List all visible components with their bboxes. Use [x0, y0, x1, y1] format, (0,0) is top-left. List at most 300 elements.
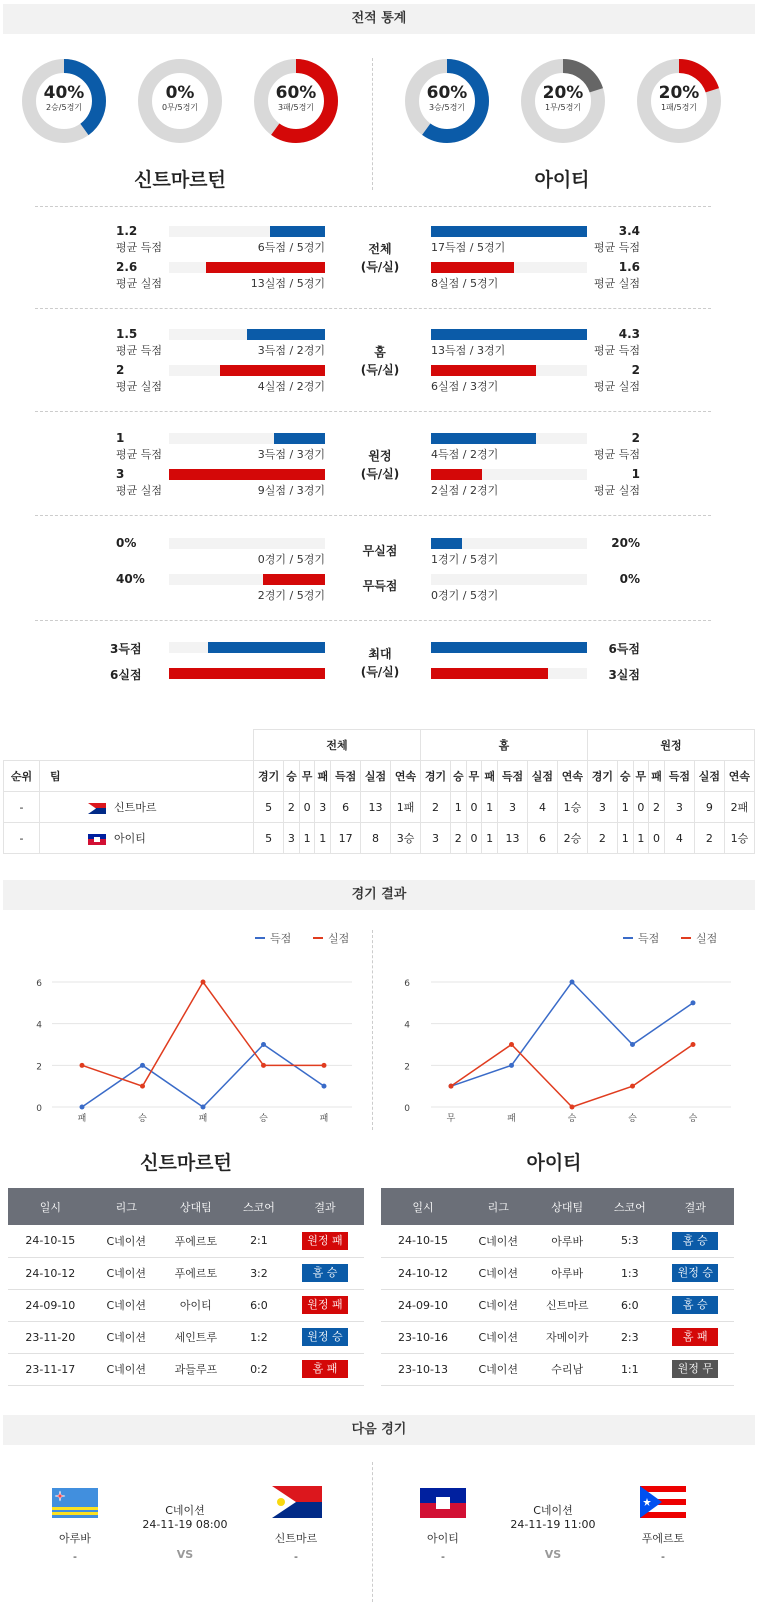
stat-group-label: (득/실): [360, 363, 400, 377]
result-league: C네이션: [465, 1321, 532, 1353]
vs-label: VS: [544, 1548, 562, 1561]
stat-detail: 6득점 / 5경기: [257, 241, 325, 254]
result-score: 1:2: [232, 1321, 286, 1353]
series-line: [82, 982, 324, 1086]
col-header: 실점: [527, 761, 557, 792]
donut-sub: 3패/5경기: [277, 103, 315, 112]
data-point: [630, 1042, 635, 1047]
result-cell: [286, 1321, 364, 1353]
result-league: C네이션: [465, 1257, 532, 1289]
legend-label: 득점: [638, 932, 660, 945]
donut-percent: 60%: [426, 83, 468, 103]
result-score: 0:2: [232, 1353, 286, 1385]
stat-cell: 6: [331, 792, 361, 823]
stat-cell: 0: [633, 792, 649, 823]
result-badge: 원정 승: [302, 1328, 348, 1346]
result-date: 23-11-17: [8, 1353, 93, 1385]
result-badge: 홈 승: [672, 1232, 718, 1250]
stat-bar: [206, 262, 325, 273]
donut-sub: 1무/5경기: [544, 103, 582, 112]
stat-label: 평균 실점: [593, 380, 640, 393]
y-tick-label: 2: [36, 1062, 42, 1073]
data-point: [449, 1084, 454, 1089]
stat-cell: 2: [421, 792, 451, 823]
result-date: 24-09-10: [381, 1289, 465, 1321]
donut-percent: 60%: [275, 83, 317, 103]
stat-value: 6실점: [110, 668, 142, 682]
stat-value: 2.6: [116, 260, 138, 274]
stat-bar: [247, 329, 325, 340]
stat-bar: [431, 433, 536, 444]
stat-bar-track: [169, 365, 325, 376]
stat-cell: 0: [299, 792, 315, 823]
divider: [372, 930, 373, 1130]
results-header-row: [8, 1188, 364, 1225]
stat-cell: 2: [284, 792, 300, 823]
stat-bar: [431, 365, 536, 376]
result-league: C네이션: [465, 1353, 532, 1385]
table-row: [4, 823, 755, 854]
section-title-next-match: 다음 경기: [3, 1415, 755, 1445]
result-score: 1:3: [603, 1257, 657, 1289]
rank: -: [4, 823, 40, 854]
stat-bar: [263, 574, 325, 585]
next-league: C네이션: [533, 1504, 573, 1517]
result-score: 6:0: [232, 1289, 286, 1321]
stat-bar: [431, 538, 462, 549]
result-opp: 수리남: [532, 1353, 603, 1385]
stat-cell: 3: [497, 792, 527, 823]
team-cell: [40, 792, 254, 823]
stat-cell: 1: [482, 823, 498, 854]
table-row: [4, 792, 755, 823]
stat-cell: 1: [299, 823, 315, 854]
sint-maarten-flag-icon: [272, 1486, 322, 1518]
team-name: 아이티: [114, 832, 146, 845]
table-row: [8, 1353, 364, 1385]
stat-bar: [431, 262, 514, 273]
result-badge: 홈 패: [672, 1328, 718, 1346]
legend-label: 실점: [328, 932, 350, 945]
stat-detail: 2실점 / 2경기: [431, 484, 499, 497]
stat-detail: 17득점 / 5경기: [431, 241, 506, 254]
result-date: 24-09-10: [8, 1289, 93, 1321]
col-header: 무: [633, 761, 649, 792]
stat-detail: 8실점 / 5경기: [431, 277, 499, 290]
stat-cell: 3: [664, 792, 694, 823]
stat-label: 평균 실점: [116, 484, 163, 497]
standings-table: [3, 729, 755, 854]
stat-bar: [431, 668, 548, 679]
stat-group-label: 전체: [368, 242, 392, 256]
col-header: 패: [482, 761, 498, 792]
team-name-home: 신트마르턴: [134, 169, 226, 191]
stat-group-label: 무실점: [362, 544, 398, 558]
next-away-team: 신트마르: [274, 1532, 318, 1545]
stat-value: 2: [631, 431, 640, 445]
donut-sub: 3승/5경기: [428, 103, 466, 112]
chart-away-goals: [379, 920, 754, 1124]
col-header: 일시: [381, 1188, 465, 1225]
stat-cell: 4: [664, 823, 694, 854]
stat-cell: 2승: [557, 823, 587, 854]
stat-cell: 1: [450, 792, 466, 823]
stat-detail: 13득점 / 3경기: [431, 344, 506, 357]
stat-bar-track: [431, 226, 587, 237]
donut-home-loss: [254, 59, 338, 143]
stat-value: 2: [631, 363, 640, 377]
result-cell: [657, 1353, 734, 1385]
col-header: 득점: [331, 761, 361, 792]
result-score: 1:1: [603, 1353, 657, 1385]
stat-cell: 3: [421, 823, 451, 854]
stat-cell: 5: [254, 792, 284, 823]
col-header: 승: [617, 761, 633, 792]
sint-maarten-flag-icon: [88, 803, 106, 814]
result-opp: 아이티: [160, 1289, 232, 1321]
stat-label: 평균 실점: [593, 484, 640, 497]
stat-bar-track: [169, 226, 325, 237]
result-badge: 홈 패: [302, 1360, 348, 1378]
team-name: 신트마르: [114, 801, 157, 814]
stat-value: 1.2: [116, 224, 138, 238]
stat-cell: 2: [587, 823, 617, 854]
result-cell: [286, 1225, 364, 1257]
col-header: 리그: [465, 1188, 532, 1225]
donut-sub: 2승/5경기: [45, 103, 83, 112]
data-point: [140, 1063, 145, 1068]
stat-cell: 2: [649, 792, 665, 823]
col-team: 팀: [40, 761, 254, 792]
divider: [35, 308, 711, 309]
stat-cell: 3: [315, 792, 331, 823]
data-point: [570, 980, 575, 985]
result-badge: 원정 패: [302, 1296, 348, 1314]
stat-value: 0%: [619, 572, 640, 586]
stat-value: 1.6: [618, 260, 640, 274]
result-date: 24-10-15: [8, 1225, 93, 1257]
next-away-sub: -: [661, 1550, 665, 1563]
col-header: 경기: [421, 761, 451, 792]
next-home-sub: -: [441, 1550, 445, 1563]
stat-cell: 17: [331, 823, 361, 854]
stat-cell: 1: [617, 823, 633, 854]
chart-title-home: 신트마르턴: [140, 1152, 232, 1174]
result-badge: 원정 패: [302, 1232, 348, 1250]
col-header: 승: [284, 761, 300, 792]
stat-detail: 0경기 / 5경기: [257, 553, 325, 566]
stat-cell: 1: [617, 792, 633, 823]
col-header: 승: [450, 761, 466, 792]
y-tick-label: 2: [404, 1062, 410, 1073]
x-tick-label: 승: [138, 1114, 147, 1124]
next-home-team: 아이티: [427, 1532, 459, 1545]
stat-label: 평균 득점: [116, 241, 163, 254]
stat-bar: [169, 668, 325, 679]
stat-detail: 1경기 / 5경기: [431, 553, 499, 566]
donut-home-win: [22, 59, 106, 143]
data-point: [570, 1105, 575, 1110]
rank: -: [4, 792, 40, 823]
stat-bar-track: [431, 574, 587, 585]
team-cell: [40, 823, 254, 854]
stat-cell: 1: [633, 823, 649, 854]
stat-label: 평균 득점: [116, 448, 163, 461]
stat-bar: [431, 642, 587, 653]
series-line: [82, 1045, 324, 1108]
results-table-away: [381, 1188, 734, 1386]
stat-group-label: (득/실): [360, 260, 400, 274]
result-league: C네이션: [93, 1225, 160, 1257]
group-away: 원정: [587, 730, 754, 761]
table-row: [381, 1225, 734, 1257]
data-point: [322, 1084, 327, 1089]
result-score: 5:3: [603, 1225, 657, 1257]
stat-detail: 4실점 / 2경기: [257, 380, 325, 393]
col-header: 실점: [361, 761, 391, 792]
stat-group-label: (득/실): [360, 665, 400, 679]
data-point: [509, 1063, 514, 1068]
stat-cell: 8: [361, 823, 391, 854]
col-rank: 순위: [4, 761, 40, 792]
stat-group-label: 홈: [374, 345, 386, 359]
result-opp: 자메이카: [532, 1321, 603, 1353]
data-point: [80, 1063, 85, 1068]
data-point: [261, 1063, 266, 1068]
stat-cell: 3: [284, 823, 300, 854]
data-point: [509, 1042, 514, 1047]
stat-detail: 4득점 / 2경기: [431, 448, 499, 461]
stat-bar-track: [169, 574, 325, 585]
result-league: C네이션: [93, 1353, 160, 1385]
stat-bar: [431, 226, 587, 237]
haiti-flag-icon: [88, 834, 106, 845]
legend-label: 실점: [696, 932, 718, 945]
stat-bar: [270, 226, 325, 237]
stat-cell: 1승: [557, 792, 587, 823]
col-header: 경기: [587, 761, 617, 792]
stat-detail: 2경기 / 5경기: [257, 589, 325, 602]
table-row: [381, 1321, 734, 1353]
data-point: [691, 1000, 696, 1005]
result-score: 2:3: [603, 1321, 657, 1353]
stat-label: 평균 실점: [116, 380, 163, 393]
stat-cell: 0: [649, 823, 665, 854]
next-league: C네이션: [165, 1504, 205, 1517]
x-tick-label: 무: [446, 1114, 456, 1124]
stat-bar-track: [169, 668, 325, 679]
col-header: 스코어: [603, 1188, 657, 1225]
haiti-flag-icon: [420, 1488, 466, 1518]
result-score: 2:1: [232, 1225, 286, 1257]
result-opp: 과들루프: [160, 1353, 232, 1385]
stat-bar-track: [169, 329, 325, 340]
stat-label: 평균 득점: [116, 344, 163, 357]
donut-sub: 1패/5경기: [660, 103, 698, 112]
group-all: 전체: [254, 730, 421, 761]
table-row: [8, 1321, 364, 1353]
team-name-away: 아이티: [534, 169, 590, 191]
group-home: 홈: [421, 730, 588, 761]
stat-group-label: 최대: [368, 647, 392, 661]
stat-detail: 0경기 / 5경기: [431, 589, 499, 602]
stat-bar-track: [169, 469, 325, 480]
section-title-match-results: 경기 결과: [3, 880, 755, 910]
stat-label: 평균 득점: [593, 241, 640, 254]
donut-home-draw: [138, 59, 222, 143]
donut-percent: 20%: [658, 83, 700, 103]
puerto-rico-flag-icon: [640, 1486, 686, 1518]
result-opp: 아루바: [532, 1225, 603, 1257]
stat-cell: 0: [466, 792, 482, 823]
divider: [35, 411, 711, 412]
stat-cell: 9: [694, 792, 724, 823]
donut-sub: 0무/5경기: [161, 103, 199, 112]
stat-bar: [274, 433, 325, 444]
result-cell: [657, 1257, 734, 1289]
stat-cell: 4: [527, 792, 557, 823]
x-tick-label: 패: [319, 1114, 329, 1124]
stat-cell: 5: [254, 823, 284, 854]
stat-value: 3: [116, 467, 125, 481]
table-row: [8, 1257, 364, 1289]
result-badge: 홈 승: [672, 1296, 718, 1314]
next-away-sub: -: [294, 1550, 298, 1563]
col-header: 무: [466, 761, 482, 792]
result-badge: 홈 승: [302, 1264, 348, 1282]
stat-bar: [208, 642, 325, 653]
stat-bar-track: [431, 469, 587, 480]
stat-bar: [431, 329, 587, 340]
stat-cell: 3: [587, 792, 617, 823]
result-score: 6:0: [603, 1289, 657, 1321]
stat-value: 40%: [116, 572, 145, 586]
result-date: 24-10-15: [381, 1225, 465, 1257]
result-cell: [286, 1257, 364, 1289]
col-header: 일시: [8, 1188, 93, 1225]
data-point: [261, 1042, 266, 1047]
stat-value: 1: [631, 467, 640, 481]
stat-group-label: (득/실): [360, 467, 400, 481]
stat-value: 3.4: [618, 224, 640, 238]
result-league: C네이션: [93, 1321, 160, 1353]
y-tick-label: 6: [404, 979, 410, 989]
stat-detail: 13실점 / 5경기: [250, 277, 325, 290]
stat-cell: 2: [694, 823, 724, 854]
col-header: 연속: [391, 761, 421, 792]
stat-cell: 2: [450, 823, 466, 854]
table-row: [381, 1353, 734, 1385]
stat-value: 4.3: [618, 327, 640, 341]
result-opp: 세인트루: [160, 1321, 232, 1353]
stat-value: 0%: [116, 536, 137, 550]
stat-group-label: 무득점: [362, 579, 398, 593]
result-cell: [657, 1225, 734, 1257]
legend-label: 득점: [270, 932, 292, 945]
results-header-row: [381, 1188, 734, 1225]
donut-away-loss: [637, 59, 721, 143]
next-home-team: 아루바: [59, 1532, 91, 1545]
result-league: C네이션: [465, 1225, 532, 1257]
data-point: [691, 1042, 696, 1047]
col-header: 실점: [694, 761, 724, 792]
col-header: 득점: [664, 761, 694, 792]
stat-cell: 1승: [724, 823, 754, 854]
result-badge: 원정 무: [672, 1360, 718, 1378]
result-badge: 원정 승: [672, 1264, 718, 1282]
divider: [35, 206, 711, 207]
col-header: 리그: [93, 1188, 160, 1225]
x-tick-label: 패: [198, 1114, 208, 1124]
donut-percent: 20%: [542, 83, 584, 103]
data-point: [201, 980, 206, 985]
result-opp: 아루바: [532, 1257, 603, 1289]
y-tick-label: 6: [36, 979, 42, 989]
stat-detail: 3득점 / 2경기: [257, 344, 325, 357]
x-tick-label: 패: [77, 1114, 87, 1124]
stat-bar-track: [169, 433, 325, 444]
table-row: [381, 1257, 734, 1289]
result-league: C네이션: [93, 1257, 160, 1289]
stat-detail: 3득점 / 3경기: [257, 448, 325, 461]
col-header: 결과: [286, 1188, 364, 1225]
result-date: 24-10-12: [381, 1257, 465, 1289]
result-date: 23-11-20: [8, 1321, 93, 1353]
next-home-sub: -: [73, 1550, 77, 1563]
col-header: 상대팀: [532, 1188, 603, 1225]
x-tick-label: 패: [507, 1114, 516, 1124]
stat-bar: [220, 365, 325, 376]
stat-value: 20%: [611, 536, 640, 550]
col-header: 무: [299, 761, 315, 792]
stat-value: 3득점: [110, 642, 142, 656]
divider: [372, 1462, 373, 1602]
stat-cell: 3승: [391, 823, 421, 854]
stat-bar-track: [431, 538, 587, 549]
data-point: [201, 1105, 206, 1110]
x-tick-label: 승: [259, 1114, 268, 1124]
result-opp: 신트마르: [532, 1289, 603, 1321]
divider: [35, 620, 711, 621]
data-point: [630, 1084, 635, 1089]
vs-label: VS: [176, 1548, 194, 1561]
stat-bar-track: [431, 668, 587, 679]
col-header: 경기: [254, 761, 284, 792]
donut-away-win: [405, 59, 489, 143]
donut-percent: 0%: [165, 83, 195, 103]
stat-cell: 13: [497, 823, 527, 854]
stat-bar-track: [169, 262, 325, 273]
divider: [35, 515, 711, 516]
result-opp: 푸에르토: [160, 1257, 232, 1289]
col-header: 상대팀: [160, 1188, 232, 1225]
y-tick-label: 4: [36, 1020, 42, 1031]
col-header: 패: [649, 761, 665, 792]
result-score: 3:2: [232, 1257, 286, 1289]
result-cell: [657, 1321, 734, 1353]
result-cell: [657, 1289, 734, 1321]
next-datetime: 24-11-19 08:00: [142, 1518, 228, 1531]
x-tick-label: 승: [688, 1114, 698, 1124]
chart-home-goals: [0, 920, 375, 1124]
donut-percent: 40%: [43, 83, 85, 103]
stat-cell: 6: [527, 823, 557, 854]
result-cell: [286, 1289, 364, 1321]
stat-group-label: 원정: [368, 449, 392, 463]
stat-label: 평균 실점: [593, 277, 640, 290]
section-title-record-stats: 전적 통계: [3, 4, 755, 34]
stat-label: 평균 득점: [593, 448, 640, 461]
